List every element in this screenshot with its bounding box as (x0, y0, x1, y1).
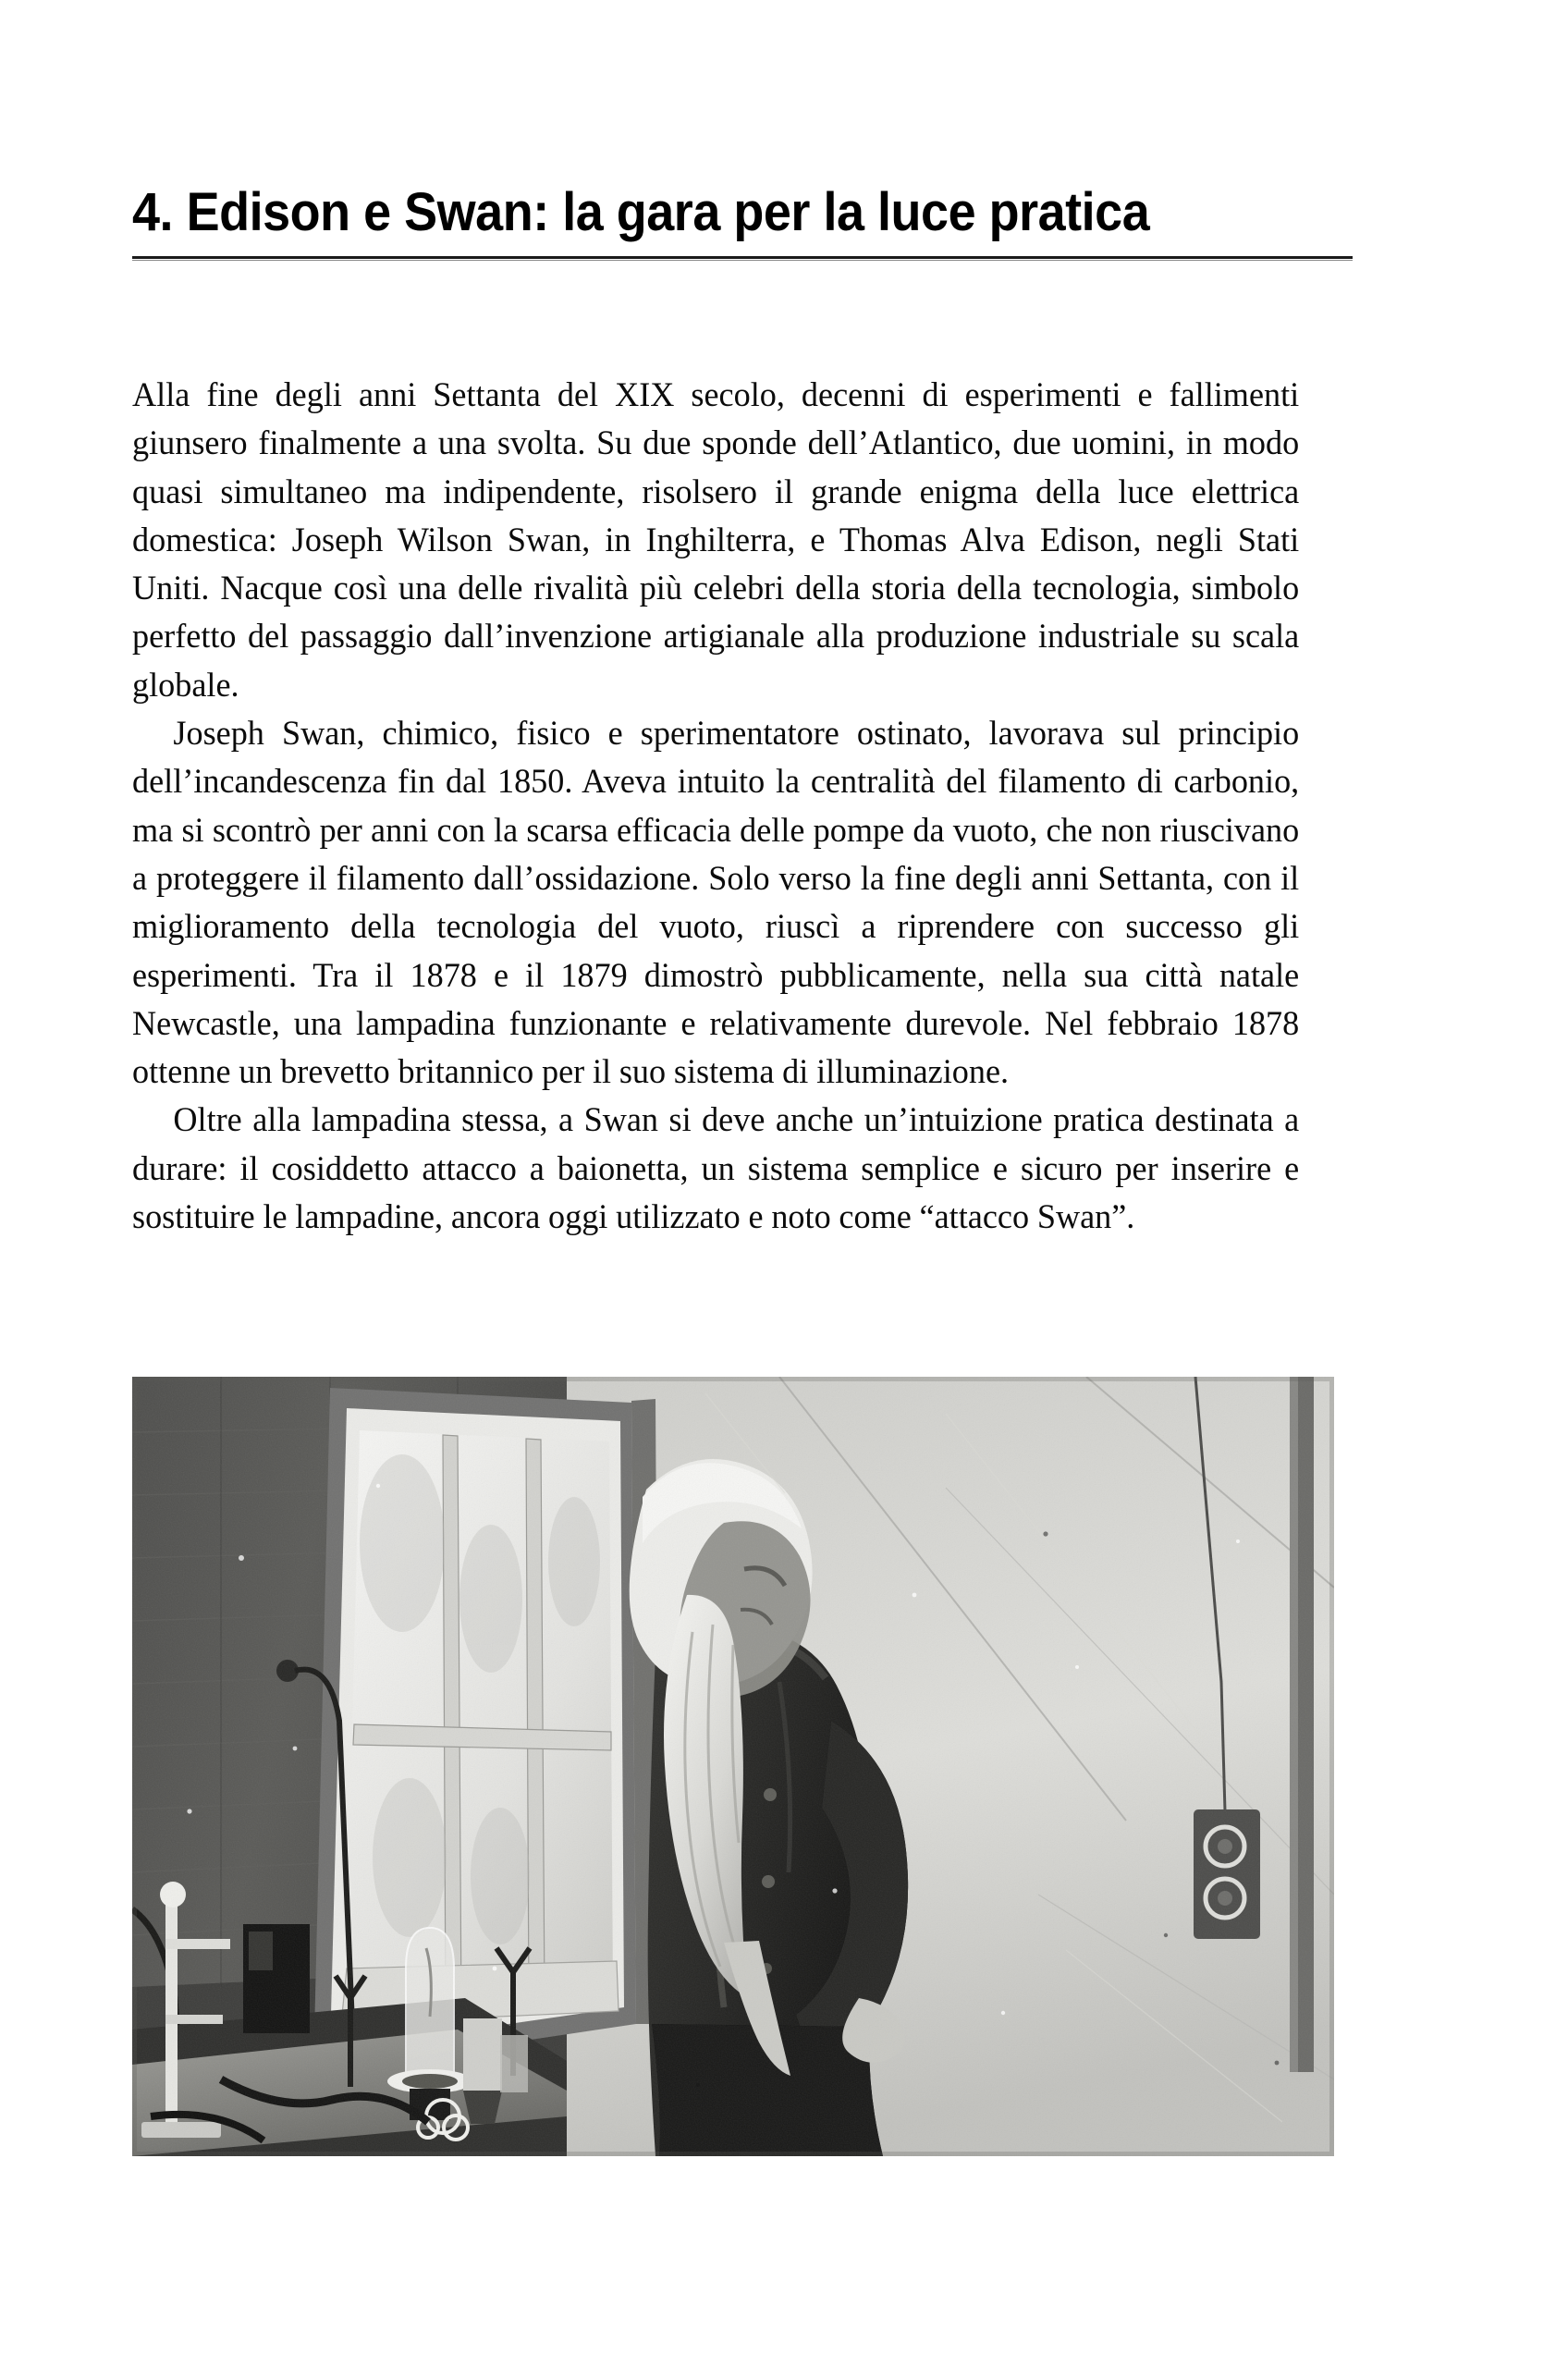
title-divider (132, 256, 1353, 261)
page-title: 4. Edison e Swan: la gara per la luce pratica (132, 182, 1150, 242)
body-text (132, 372, 1341, 1242)
photograph (132, 1377, 1334, 2156)
paragraph-3: Oltre alla lampadina stessa, a Swan si deve anche un’intuizione pratica destinata a durare: il cosiddetto attacco a baionetta, un sistema semplice e sicuro per inserire e sostituire le lampadine, ancora oggi utilizzato e noto come “attacco Swan”. (132, 1101, 1300, 1237)
chapter-header (132, 182, 1353, 261)
paragraph-2: Joseph Swan, chimico, fisico e sperimentatore ostinato, lavorava sul principio dell’incandescenza fin dal 1850. Aveva intuito la centralità del filamento di carbonio, ma si scontrò per anni con la scarsa efficacia delle pompe da vuoto, che non riuscivano a proteggere il filamento dall’ossidazione. Solo verso la fine degli anni Settanta, con il miglioramento della tecnologia del vuoto, riuscì a riprendere con successo gli esperimenti. Tra il 1878 e il 1879 dimostrò pubblicamente, nella sua città natale Newcastle, una lampadina funzionante e relativamente durevole. Nel febbraio 1878 ottenne un brevetto britannico per il suo sistema di illuminazione. (132, 715, 1300, 1092)
photograph-illustration (132, 1377, 1334, 2156)
figure-swan-laboratory (132, 1377, 1334, 2156)
paragraph-1: Alla fine degli anni Settanta del XIX secolo, decenni di esperimenti e fallimenti giunsero finalmente a una svolta. Su due sponde dell’Atlantico, due uomini, in modo quasi simultaneo ma indipendente, risolsero il grande enigma della luce elettrica domestica: Joseph Wilson Swan, in Inghilterra, e Thomas Alva Edison, negli Stati Uniti. Nacque così una delle rivalità più celebri della storia della tecnologia, simbolo perfetto del passaggio dall’invenzione artigianale alla produzione industriale su scala globale. (132, 376, 1300, 705)
